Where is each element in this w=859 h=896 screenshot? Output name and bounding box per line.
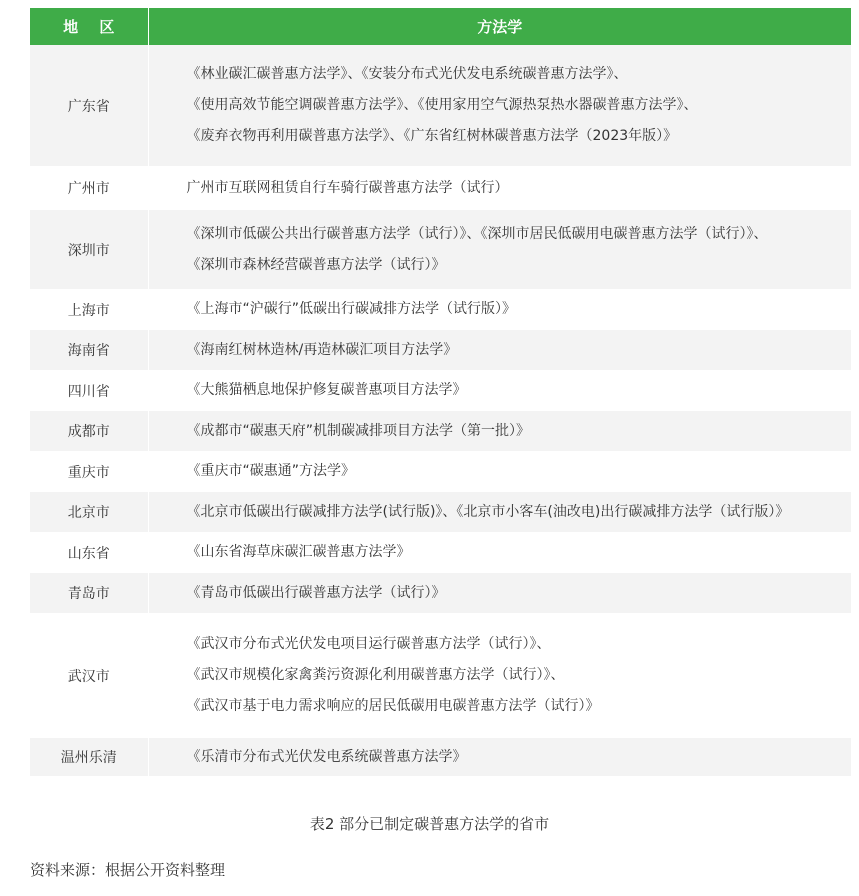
table-row	[30, 330, 851, 370]
method-line: 《重庆市“碳惠通”方法学》	[186, 463, 356, 479]
method-cell	[148, 45, 851, 166]
method-cell	[148, 370, 851, 411]
methodology-table	[30, 8, 851, 776]
table-caption: 表2 部分已制定碳普惠方法学的省市	[309, 815, 550, 833]
method-cell	[148, 492, 851, 532]
method-line: 《武汉市基于电力需求响应的居民低碳用电碳普惠方法学（试行）》	[186, 698, 600, 714]
method-cell	[148, 613, 851, 738]
method-cell	[148, 451, 851, 492]
method-line: 《废弃衣物再利用碳普惠方法学》、《广东省红树林碳普惠方法学（2023年版）》	[186, 128, 678, 144]
table-row	[30, 370, 851, 411]
method-cell	[148, 532, 851, 573]
header-method: 方法学	[148, 8, 851, 45]
table-row	[30, 210, 851, 289]
header-region: 地 区	[30, 8, 148, 45]
method-line: 《武汉市分布式光伏发电项目运行碳普惠方法学（试行）》、	[186, 636, 551, 652]
method-line: 《深圳市森林经营碳普惠方法学（试行）》	[186, 256, 446, 273]
table-header-row	[30, 8, 851, 45]
method-line: 《成都市“碳惠天府”机制碳减排项目方法学（第一批）》	[186, 422, 531, 439]
method-line: 《大熊猫栖息地保护修复碳普惠项目方法学》	[186, 382, 467, 398]
method-line: 广州市互联网租赁自行车骑行碳普惠方法学（试行）	[186, 179, 509, 196]
method-cell	[148, 330, 851, 370]
region-cell: 四川省	[30, 370, 148, 411]
region-cell: 广州市	[30, 166, 148, 210]
region-cell: 成都市	[30, 411, 148, 451]
region-cell: 温州乐清	[30, 738, 148, 776]
method-line: 《山东省海草床碳汇碳普惠方法学》	[186, 544, 411, 560]
method-cell	[148, 573, 851, 613]
region-cell: 广东省	[30, 45, 148, 166]
method-cell	[148, 210, 851, 289]
method-line: 《上海市“沪碳行”低碳出行碳减排方法学（试行版）》	[186, 301, 517, 317]
region-cell: 武汉市	[30, 613, 148, 738]
method-cell	[148, 738, 851, 776]
table-row	[30, 289, 851, 330]
table-row	[30, 573, 851, 613]
region-cell: 深圳市	[30, 210, 148, 289]
method-line: 《青岛市低碳出行碳普惠方法学（试行）》	[186, 584, 446, 601]
region-cell: 北京市	[30, 492, 148, 532]
table-row	[30, 738, 851, 776]
method-line: 《武汉市规模化家禽粪污资源化利用碳普惠方法学（试行）》、	[186, 667, 565, 683]
method-line: 《林业碳汇碳普惠方法学》、《安装分布式光伏发电系统碳普惠方法学》、	[186, 66, 628, 82]
region-cell: 上海市	[30, 289, 148, 330]
region-cell: 山东省	[30, 532, 148, 573]
method-line: 《海南红树林造林/再造林碳汇项目方法学》	[186, 341, 458, 358]
table-row	[30, 45, 851, 166]
method-cell	[148, 166, 851, 210]
region-cell: 重庆市	[30, 451, 148, 492]
method-line: 《深圳市低碳公共出行碳普惠方法学（试行）》、《深圳市居民低碳用电碳普惠方法学（试行）》、	[186, 225, 768, 242]
method-line: 《北京市低碳出行碳减排方法学(试行版)》、《北京市小客车(油改电)出行碳减排方法学（试行版）》	[186, 503, 790, 520]
table-row	[30, 166, 851, 210]
table-row	[30, 411, 851, 451]
region-cell: 青岛市	[30, 573, 148, 613]
region-cell: 海南省	[30, 330, 148, 370]
table-row	[30, 492, 851, 532]
method-cell	[148, 289, 851, 330]
source-note: 资料来源：根据公开资料整理	[30, 861, 226, 879]
table-row	[30, 532, 851, 573]
method-line: 《乐清市分布式光伏发电系统碳普惠方法学》	[186, 748, 467, 765]
method-cell	[148, 411, 851, 451]
method-line: 《使用高效节能空调碳普惠方法学》、《使用家用空气源热泵热水器碳普惠方法学》、	[186, 97, 698, 113]
table-row	[30, 451, 851, 492]
table-row	[30, 613, 851, 738]
